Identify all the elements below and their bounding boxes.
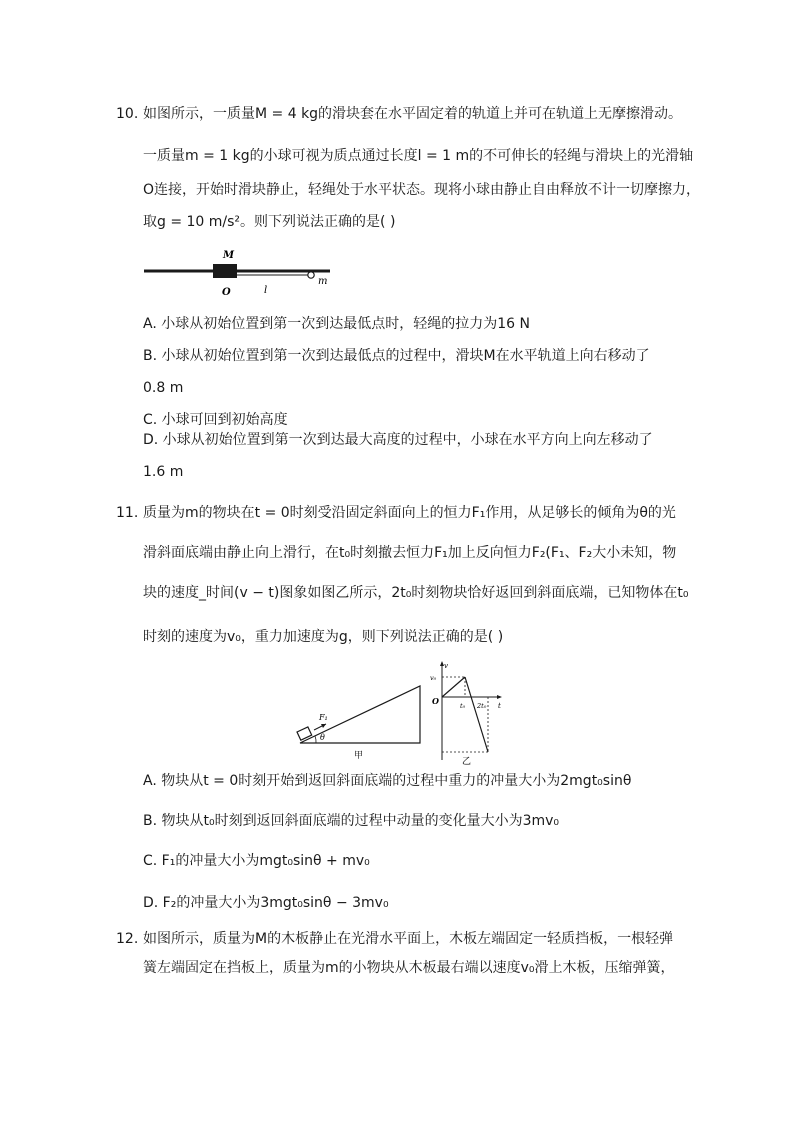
q10-option-d-line1: D. 小球从初始位置到第一次到达最大高度的过程中，小球在水平方向上向左移动了: [143, 432, 653, 448]
q11-figure-vt-graph: [428, 660, 506, 766]
t-axis-arrow: [497, 695, 502, 699]
q10-option-d-line2: 1.6 m: [143, 464, 184, 480]
q11-option-c: C. F₁的冲量大小为mgt₀sinθ + mv₀: [143, 853, 370, 869]
q10-option-a: A. 小球从初始位置到第一次到达最低点时，轻绳的拉力为16 N: [143, 316, 530, 332]
q11-number: 11.: [116, 505, 139, 521]
q11-stem-line3: 块的速度_时间(v − t)图象如图乙所示，2t₀时刻物块恰好返回到斜面底端，已知物体在t₀: [143, 585, 689, 601]
q10-option-c: C. 小球可回到初始高度: [143, 412, 288, 428]
q11-stem-line1: 质量为m的物块在t = 0时刻受沿固定斜面向上的恒力F₁作用，从足够长的倾角为θ的光: [143, 505, 676, 521]
vt-line-decelerate: [465, 677, 488, 752]
label-l: l: [264, 285, 268, 296]
incline-triangle: [300, 686, 420, 743]
label-v: v: [444, 662, 448, 670]
q11-option-d: D. F₂的冲量大小为3mgt₀sinθ − 3mv₀: [143, 895, 389, 911]
label-jia: 甲: [354, 751, 364, 761]
q11-option-a: A. 物块从t = 0时刻开始到返回斜面底端的过程中重力的冲量大小为2mgt₀sinθ: [143, 773, 632, 789]
q10-stem-line4: 取g = 10 m/s²。则下列说法正确的是( ): [143, 214, 396, 230]
q10-stem-line3: O连接，开始时滑块静止，轻绳处于水平状态。现将小球由静止自由释放不计一切摩擦力，: [143, 182, 701, 198]
q11-stem-line4: 时刻的速度为v₀，重力加速度为g，则下列说法正确的是( ): [143, 629, 504, 645]
q10-option-b-line1: B. 小球从初始位置到第一次到达最低点的过程中，滑块M在水平轨道上向右移动了: [143, 348, 650, 364]
vt-line-accelerate: [442, 677, 465, 697]
q10-option-b-line2: 0.8 m: [143, 380, 184, 396]
label-yi: 乙: [462, 757, 472, 766]
q11-option-b: B. 物块从t₀时刻到返回斜面底端的过程中动量的变化量大小为3mv₀: [143, 813, 560, 829]
label-M: M: [223, 250, 235, 261]
label-v0: v₀: [430, 674, 437, 682]
q12-number: 12.: [116, 931, 139, 947]
label-2t0: 2t₀: [477, 702, 487, 710]
q12-stem-line1: 如图所示，质量为M的木板静止在光滑水平面上，木板左端固定一轻质挡板，一根轻弹: [143, 931, 674, 947]
label-m: m: [318, 276, 328, 287]
slider-block: [213, 264, 237, 278]
q11-stem-line2: 滑斜面底端由静止向上滑行，在t₀时刻撤去恒力F₁加上反向恒力F₂(F₁、F₂大小未知，物: [143, 545, 677, 561]
q10-figure: [140, 244, 340, 300]
label-O: O: [432, 696, 439, 706]
label-F1: F₁: [319, 713, 328, 722]
label-t: t: [498, 702, 501, 710]
label-O: O: [222, 287, 231, 298]
q10-stem-line2: 一质量m = 1 kg的小球可视为质点通过长度l = 1 m的不可伸长的轻绳与滑块上的光滑轴: [143, 148, 694, 164]
q10-stem-line1: 如图所示，一质量M = 4 kg的滑块套在水平固定着的轨道上并可在轨道上无摩擦滑动。: [143, 106, 683, 122]
label-t0: t₀: [460, 702, 466, 710]
label-theta: θ: [320, 733, 325, 742]
q12-stem-line2: 簧左端固定在挡板上，质量为m的小物块从木板最右端以速度v₀滑上木板，压缩弹簧，: [143, 960, 675, 976]
q11-figure-incline: [292, 682, 432, 764]
small-ball: [308, 272, 314, 278]
q10-number: 10.: [116, 106, 139, 122]
